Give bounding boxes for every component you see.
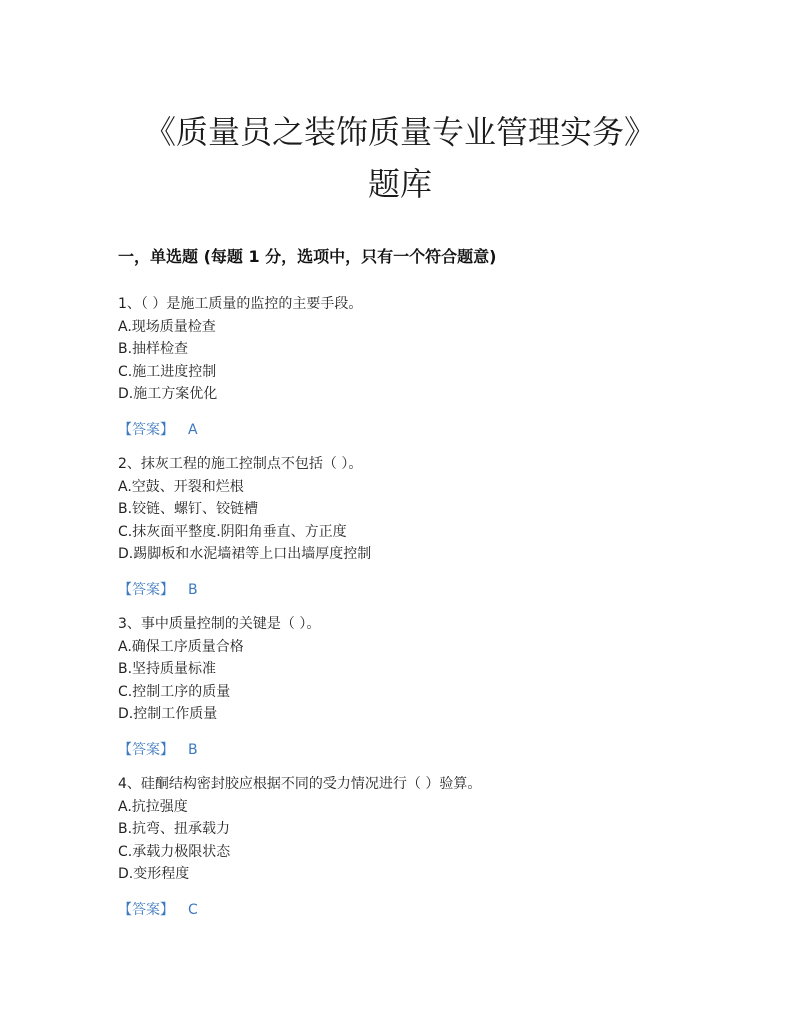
- answer-line: [118, 739, 718, 761]
- option-d: D.控制工作质量: [118, 706, 218, 723]
- option-b: B.坚持质量标准: [118, 661, 217, 678]
- answer-value: C: [188, 901, 198, 918]
- answer-line: [118, 899, 718, 921]
- option-d: D.变形程度: [118, 866, 190, 883]
- answer-value: B: [188, 741, 198, 758]
- option-b: B.抗弯、扭承载力: [118, 821, 231, 838]
- question-list: [118, 293, 718, 933]
- question-2: [118, 453, 718, 601]
- answer-value: A: [188, 421, 198, 438]
- answer-line: [118, 579, 718, 601]
- answer-label: 【答案】: [118, 421, 174, 438]
- option-c: C.抹灰面平整度.阴阳角垂直、方正度: [118, 523, 347, 540]
- question-3: [118, 613, 718, 761]
- question-stem: 4、硅酮结构密封胶应根据不同的受力情况进行（ ）验算。: [118, 775, 482, 792]
- answer-label: 【答案】: [118, 741, 174, 758]
- question-1: [118, 293, 718, 441]
- question-stem: 2、抹灰工程的施工控制点不包括（ ）。: [118, 455, 363, 472]
- answer-line: [118, 419, 718, 441]
- option-c: C.施工进度控制: [118, 363, 217, 380]
- option-b: B.铰链、螺钉、铰链槽: [118, 501, 259, 518]
- document-title-line-1: 《质量员之装饰质量专业管理实务》: [143, 113, 656, 151]
- answer-label: 【答案】: [118, 581, 174, 598]
- answer-label: 【答案】: [118, 901, 174, 918]
- option-b: B.抽样检查: [118, 341, 189, 358]
- option-d: D.施工方案优化: [118, 386, 218, 403]
- option-d: D.踢脚板和水泥墙裙等上口出墙厚度控制: [118, 546, 372, 563]
- document-title-line-2: 题库: [367, 165, 432, 203]
- question-stem: 1、（ ）是施工质量的监控的主要手段。: [118, 296, 363, 312]
- document-title: [100, 106, 700, 210]
- answer-value: B: [188, 581, 198, 598]
- question-4: [118, 773, 718, 921]
- option-a: A.现场质量检查: [118, 318, 216, 335]
- option-c: C.承载力极限状态: [118, 843, 231, 860]
- option-a: A.空鼓、开裂和烂根: [118, 478, 244, 495]
- option-c: C.控制工序的质量: [118, 683, 231, 700]
- option-a: A.确保工序质量合格: [118, 638, 244, 655]
- question-stem: 3、事中质量控制的关键是（ ）。: [118, 615, 321, 632]
- section-heading: 一，单选题 (每题 1 分，选项中，只有一个符合题意): [118, 247, 497, 266]
- option-a: A.抗拉强度: [118, 798, 188, 815]
